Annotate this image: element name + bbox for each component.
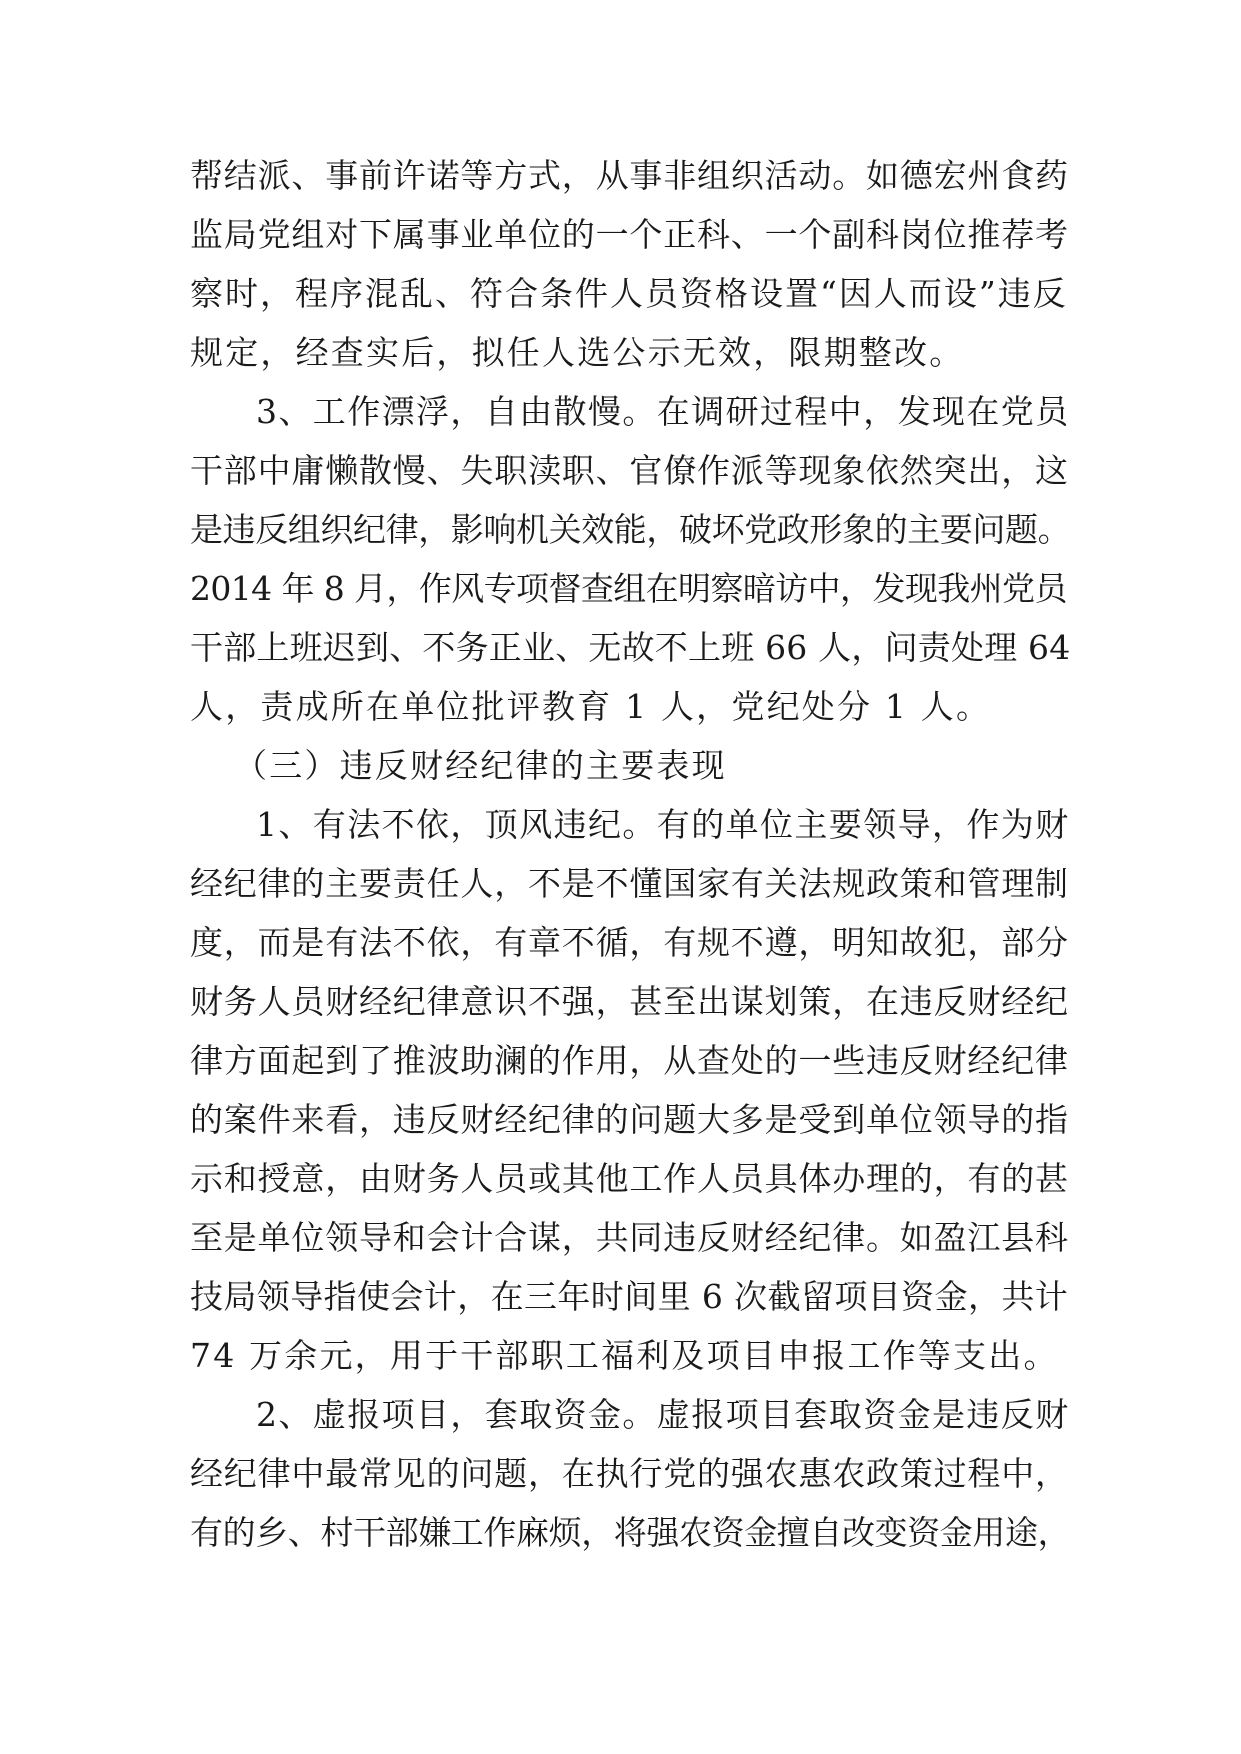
text-line: 2014 年 8 月，作风专项督查组在明察暗访中，发现我州党员 (190, 569, 1067, 608)
text-line: 3、工作漂浮，自由散慢。在调研过程中，发现在党员 (256, 392, 1070, 431)
text-line: 人，责成所在单位批评教育 1 人，党纪处分 1 人。 (190, 687, 992, 726)
text-line: 是违反组织纪律，影响机关效能，破坏党政形象的主要问题。 (190, 510, 1071, 549)
text-line: 财务人员财经纪律意识不强，甚至出谋划策，在违反财经纪 (190, 982, 1069, 1021)
text-line: 至是单位领导和会计合谋，共同违反财经纪律。如盈江县科 (190, 1218, 1069, 1257)
text-line: 示和授意，由财务人员或其他工作人员具体办理的，有的甚 (190, 1159, 1069, 1198)
text-line: 的案件来看，违反财经纪律的问题大多是受到单位领导的指 (190, 1100, 1069, 1139)
text-line: 2、虚报项目，套取资金。虚报项目套取资金是违反财 (256, 1395, 1070, 1434)
text-line: 技局领导指使会计，在三年时间里 6 次截留项目资金，共计 (190, 1277, 1069, 1316)
text-line: 1、有法不依，顶风违纪。有的单位主要领导，作为财 (256, 805, 1070, 844)
text-line: 规定，经查实后，拟任人选公示无效，限期整改。 (190, 333, 965, 372)
text-line: 察时，程序混乱、符合条件人员资格设置“因人而设”违反 (190, 274, 1068, 313)
text-line: 帮结派、事前许诺等方式，从事非组织活动。如德宏州食药 (190, 156, 1069, 195)
text-line: 有的乡、村干部嫌工作麻烦，将强农资金擅自改变资金用途， (190, 1513, 1071, 1552)
text-line: 74 万余元，用于干部职工福利及项目申报工作等支出。 (190, 1336, 1059, 1375)
text-line: 度，而是有法不依，有章不循，有规不遵，明知故犯，部分 (190, 923, 1069, 962)
text-line: 干部中庸懒散慢、失职渎职、官僚作派等现象依然突出，这 (190, 451, 1069, 490)
text-line: 经纪律的主要责任人，不是不懂国家有关法规政策和管理制 (190, 864, 1069, 903)
text-line: 律方面起到了推波助澜的作用，从查处的一些违反财经纪律 (190, 1041, 1069, 1080)
text-line: 监局党组对下属事业单位的一个正科、一个副科岗位推荐考 (190, 215, 1069, 254)
text-line: 干部上班迟到、不务正业、无故不上班 66 人，问责处理 64 (190, 628, 1071, 667)
section-heading: （三）违反财经纪律的主要表现 (234, 746, 727, 785)
text-line: 经纪律中最常见的问题，在执行党的强农惠农政策过程中， (190, 1454, 1069, 1493)
